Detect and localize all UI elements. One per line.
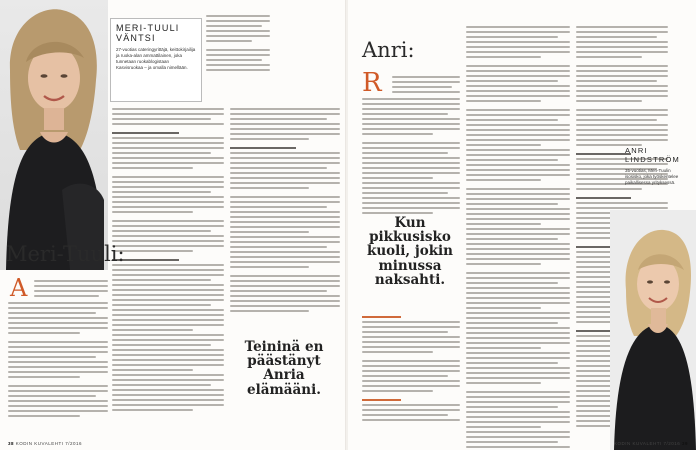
right-page-number: 39 [681, 441, 688, 446]
meri-tuuli-portrait [0, 0, 108, 270]
meri-tuuli-name-box [110, 18, 202, 102]
left-publication: KODIN KUVALEHTI 7/2016 [15, 441, 82, 446]
meri-tuuli-pull-quote: Teininä en päästänyt Anria elämääni. [244, 339, 324, 398]
article-column-right-4 [466, 26, 570, 450]
anri-drop-cap: R [362, 68, 382, 98]
anri-photo [610, 210, 696, 450]
meri-tuuli-photo [0, 0, 108, 270]
anri-portrait [610, 210, 696, 450]
anri-heading: Anri: [362, 38, 415, 62]
article-column-right-3 [362, 316, 460, 424]
left-page-number: 38 [8, 441, 15, 446]
right-folio [614, 441, 688, 446]
meri-tuuli-bio: 27-vuotias cateringyrittäjä, keittokirjailija ja ruoka-alan ammattilainen, joka tunnetaan ruokablogistaan Kasvisruokaa – ja omalla nimellään. [116, 47, 196, 70]
right-publication: KODIN KUVALEHTI 7/2016 [614, 441, 681, 446]
article-column-right-1 [392, 76, 460, 96]
article-column-right-2 [362, 98, 460, 217]
meri-tuuli-name: MERI-TUULI VÄNTSI [116, 23, 180, 43]
anri-bio: 35-vuotias, Meri-Tuulin isosisko, joka työskentelee paikallisessa yrityksessä. [625, 168, 679, 185]
left-folio [8, 441, 82, 446]
article-column-left-1 [206, 15, 270, 74]
left-page [0, 0, 346, 450]
anri-name-box [620, 142, 690, 204]
meri-tuuli-heading: Meri-Tuuli: [6, 242, 125, 266]
article-column-left-3 [230, 108, 340, 315]
article-column-left-4 [34, 280, 108, 300]
anri-pull-quote: Kun pikkusisko kuoli, jokin minussa naksahti. [366, 215, 454, 288]
meri-tuuli-drop-cap: A [10, 274, 28, 302]
article-column-left-5 [8, 302, 108, 420]
anri-name: ANRI LINDSTRÖM [625, 146, 680, 164]
article-column-left-2 [112, 108, 224, 414]
right-page [348, 0, 696, 450]
